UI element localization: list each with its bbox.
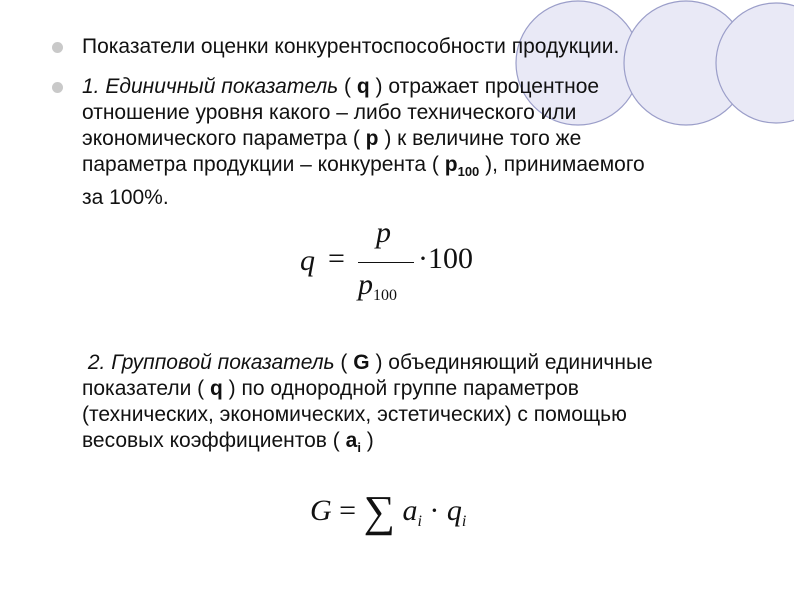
- formula-g-eq: =: [339, 494, 357, 527]
- formula-q: [300, 216, 500, 310]
- item2-line: (технических, экономических, эстетических) с помощью: [82, 403, 627, 426]
- item2-line: показатели ( q ) по однородной группе параметров: [82, 377, 579, 400]
- formula-g-a: a: [402, 494, 418, 527]
- item1-line: 1. Единичный показатель ( q ) отражает процентное: [82, 75, 600, 98]
- formula-g-a-sub: i: [417, 513, 422, 530]
- formula-g-q-sub: i: [461, 513, 467, 530]
- formula-q-denominator: $p_{100}$: [358, 268, 397, 304]
- item2-line: 2. Групповой показатель ( G ) объединяющий единичные: [87, 351, 653, 374]
- item2-line: весовых коэффициентов ( $a_i$ ): [82, 429, 374, 455]
- formula-g-lhs: G: [310, 494, 332, 527]
- formula-q-multiplier: ·100: [418, 242, 473, 275]
- formula-g-dot: ·: [429, 494, 440, 527]
- item1-line: параметра продукции – конкурента ( $p_{100}$ ), принимаемого: [82, 153, 645, 179]
- formula-q-numerator: p: [376, 216, 391, 249]
- fraction-bar: [358, 262, 414, 263]
- item1-paragraph: [82, 74, 742, 211]
- formula-q-eq: =: [328, 242, 345, 275]
- item1-line: за 100%.: [82, 186, 169, 209]
- item2-paragraph: [82, 350, 742, 461]
- bullet-dot: [52, 82, 63, 93]
- item1-line: отношение уровня какого – либо технического или: [82, 101, 577, 124]
- bullet-heading: Показатели оценки конкурентоспособности продукции.: [82, 35, 620, 58]
- formula-g-q: q: [446, 494, 462, 527]
- sigma-icon: ∑: [363, 487, 395, 536]
- bullet-dot: [52, 42, 63, 53]
- item1-line: экономического параметра ( p ) к величине того же: [82, 127, 582, 150]
- formula-q-lhs: q: [300, 244, 315, 277]
- formula-g: [310, 486, 510, 546]
